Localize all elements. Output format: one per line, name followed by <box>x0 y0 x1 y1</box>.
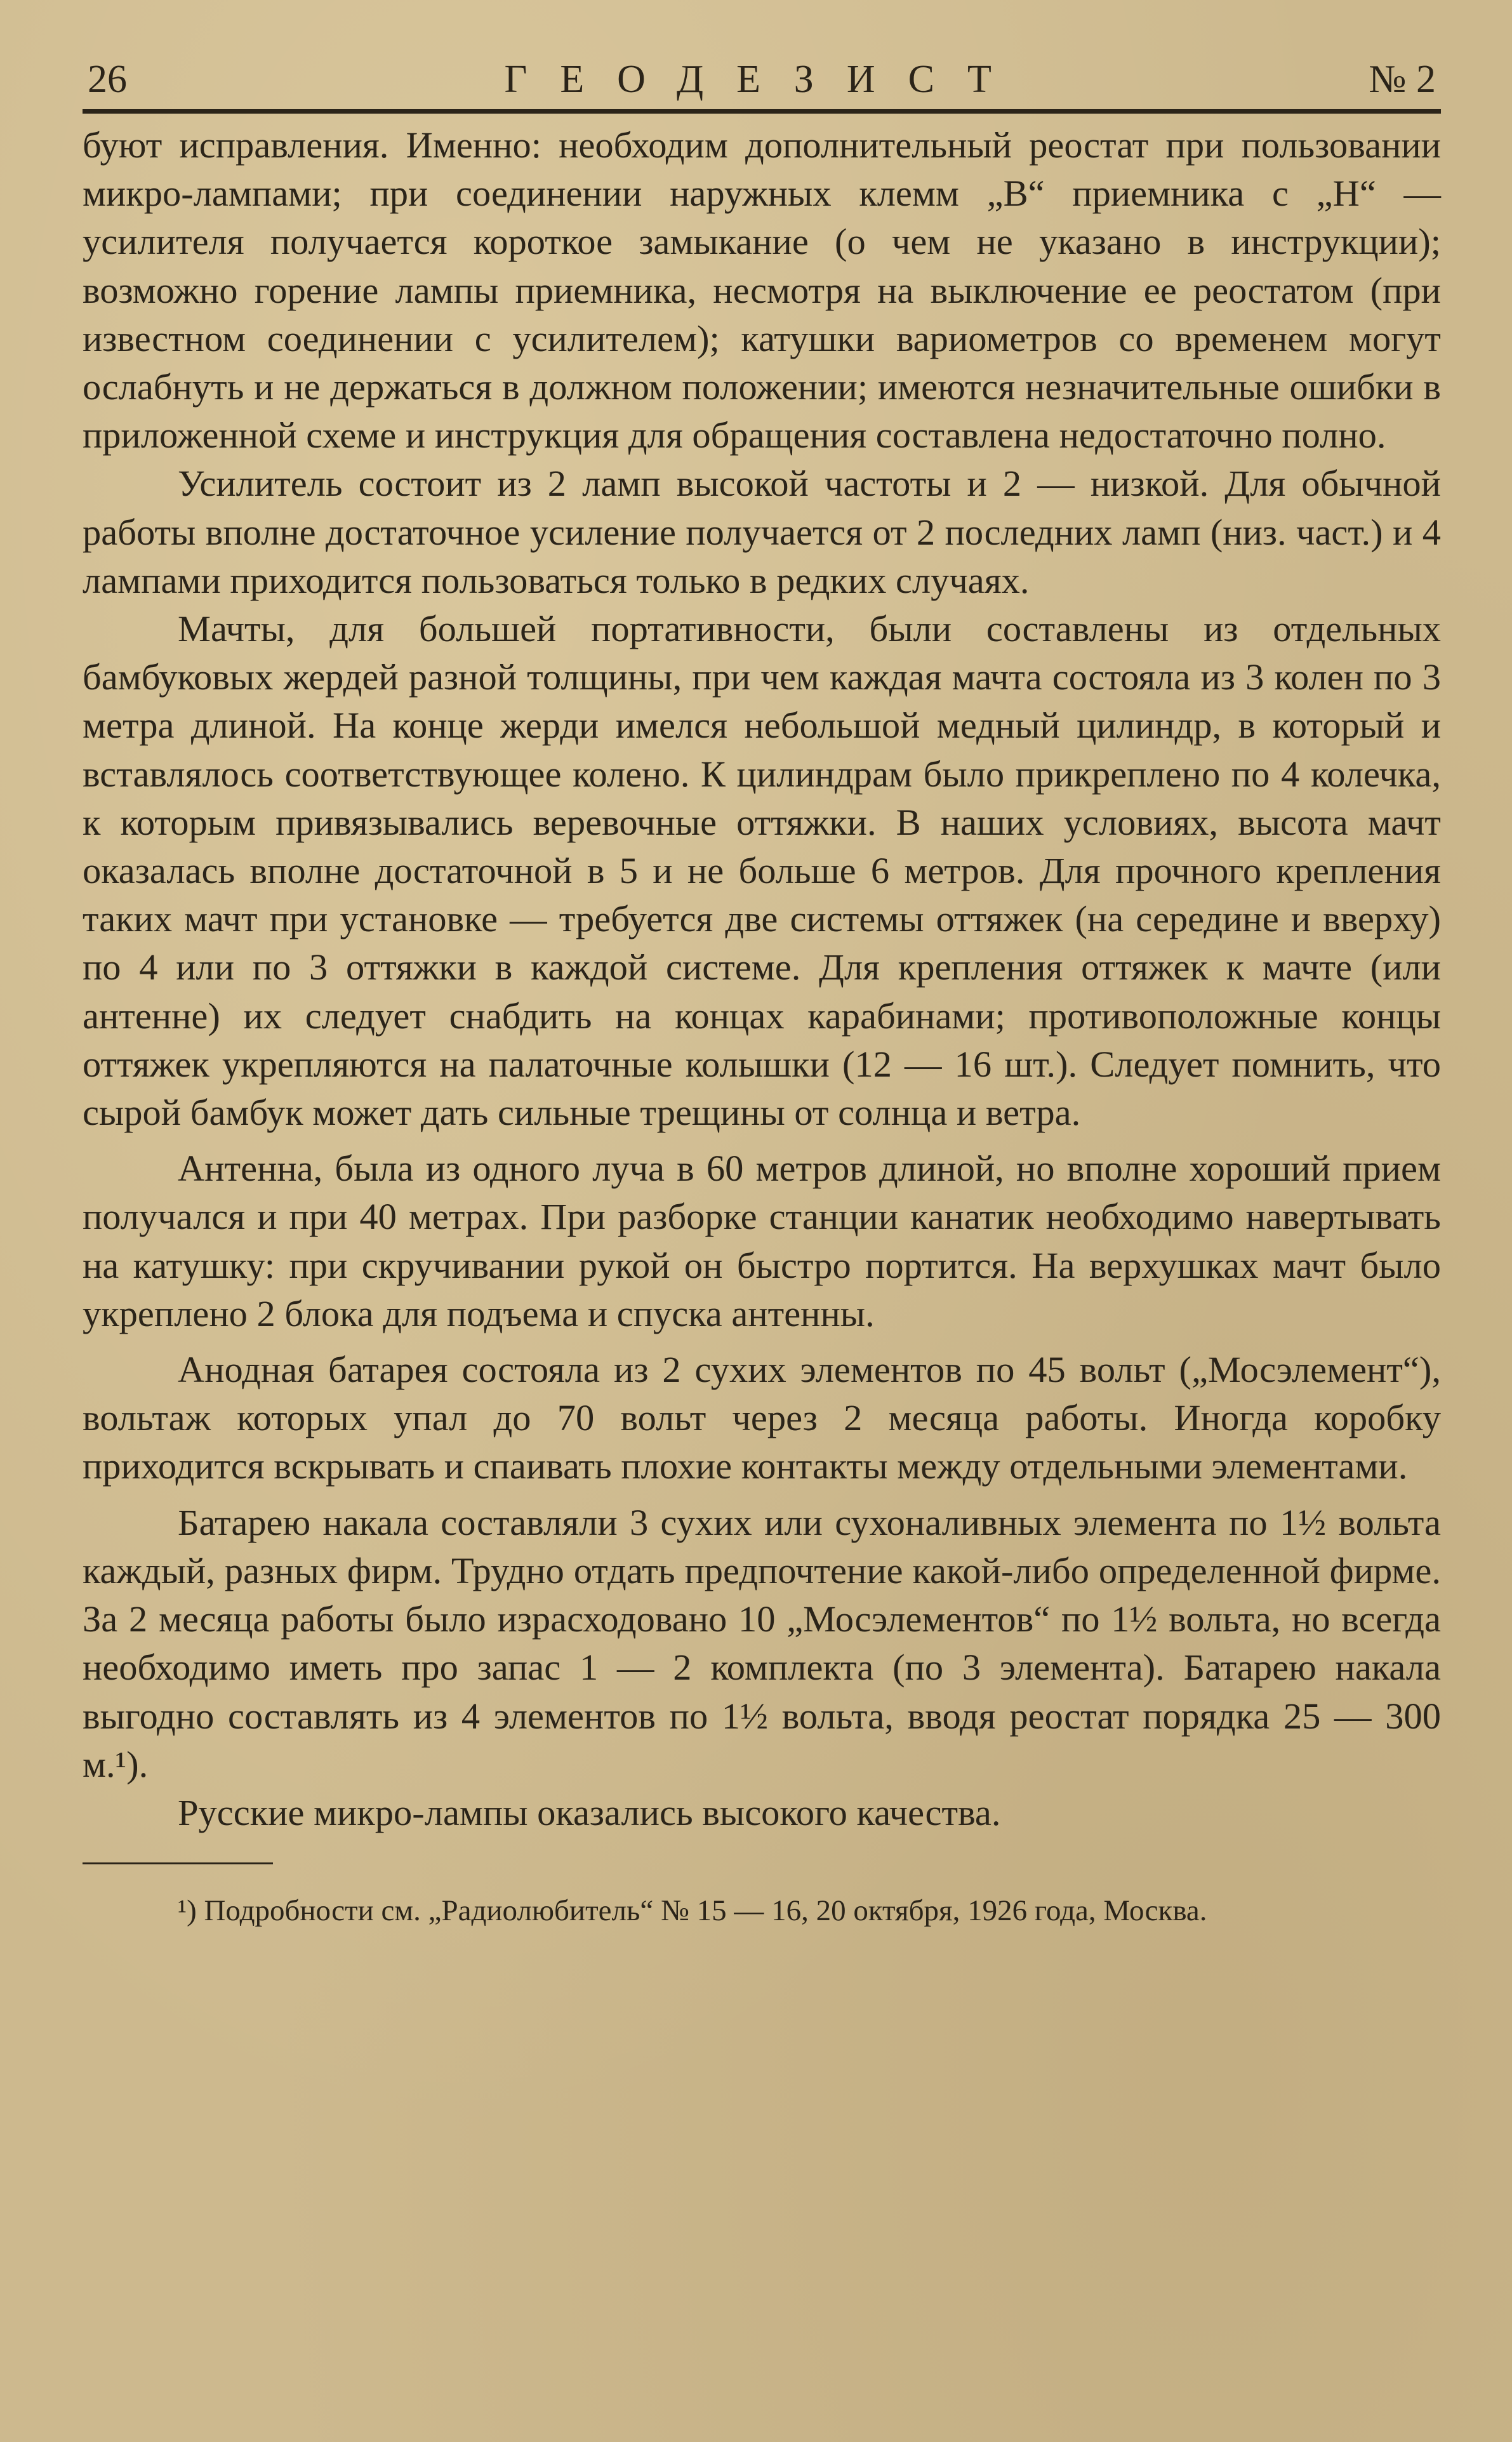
running-head <box>83 51 1441 108</box>
paragraph: Мачты, для большей портативности, были составлены из отдельных бамбуковых жердей разной толщины, при чем каждая мачта состояла из 3 колен по 3 метра длиной. На конце жерди имелся небольшой медный цилиндр, в который и вставлялось соответствующее колено. К цилиндрам было прикреплено по 4 колечка, к которым привязывались веревочные оттяжки. В наших условиях, высота мачт оказалась вполне достаточной в 5 и не больше 6 метров. Для прочного крепления таких мачт при установке — требуется две системы оттяжек (на середине и вверху) по 4 или по 3 оттяжки в каждой системе. Для крепления оттяжек к мачте (или антенне) их следует снабдить на концах карабинами; противоположные концы оттяжек укрепляются на палаточные колышки (12 — 16 шт.). Следует помнить, что сырой бамбук может дать сильные трещины от солнца и ветра. <box>83 608 1441 1134</box>
footnote: ¹) Подробности см. „Радиолюбитель“ № 15 — 16, 20 октября, 1926 года, Москва. <box>178 1894 1207 1928</box>
footnote-rule <box>83 1862 273 1864</box>
header-rule <box>83 109 1441 114</box>
paragraph: Усилитель состоит из 2 ламп высокой частоты и 2 — низкой. Для обычной работы вполне достаточное усиление получается от 2 последних ламп (низ. част.) и 4 лампами приходится пользоваться только в редких случаях. <box>83 463 1441 601</box>
paragraph: буют исправления. Именно: необходим дополнительный реостат при пользовании микро-лампами; при соединении наружных клемм „B“ приемника с „H“ — усилителя получается короткое замыкание (о чем не указано в инструкции); возможно горение лампы приемника, несмотря на выключение ее реостатом (при известном соединении с усилителем); катушки вариометров со временем могут ослабнуть и не держаться в должном положении; имеются незначительные ошибки в приложенной схеме и инструкция для обращения составлена недостаточно полно. <box>83 124 1441 456</box>
page-number: 26 <box>88 58 127 101</box>
paragraph: Батарею накала составляли 3 сухих или сухоналивных элемента по 1½ вольта каждый, разных фирм. Трудно отдать предпочтение какой-либо определенной фирме. За 2 месяца работы было израсходовано 10 „Мосэлементов“ по 1½ вольта, но всегда необходимо иметь про запас 1 — 2 комплекта (по 3 элемента). Батарею накала выгодно составлять из 4 элементов по 1½ вольта, вводя реостат порядка 25 — 300 м.¹). <box>83 1501 1441 1785</box>
paragraph: Русские микро-лампы оказались высокого качества. <box>178 1791 1001 1833</box>
journal-title: ГЕОДЕЗИСТ <box>504 58 1025 101</box>
page <box>83 51 1441 1932</box>
paragraph: Анодная батарея состояла из 2 сухих элементов по 45 вольт („Мосэлемент“), вольтаж которых упал до 70 вольт через 2 месяца работы. Иногда коробку приходится вскрывать и спаивать плохие контакты между отдельными элементами. <box>83 1349 1441 1487</box>
issue-number: № 2 <box>1369 58 1436 101</box>
article-body <box>83 121 1441 1837</box>
paragraph: Антенна, была из одного луча в 60 метров длиной, но вполне хороший прием получался и при 40 метрах. При разборке станции канатик необходимо навертывать на катушку: при скручивании рукой он быстро портится. На верхушках мачт было укреплено 2 блока для подъема и спуска антенны. <box>83 1148 1441 1334</box>
